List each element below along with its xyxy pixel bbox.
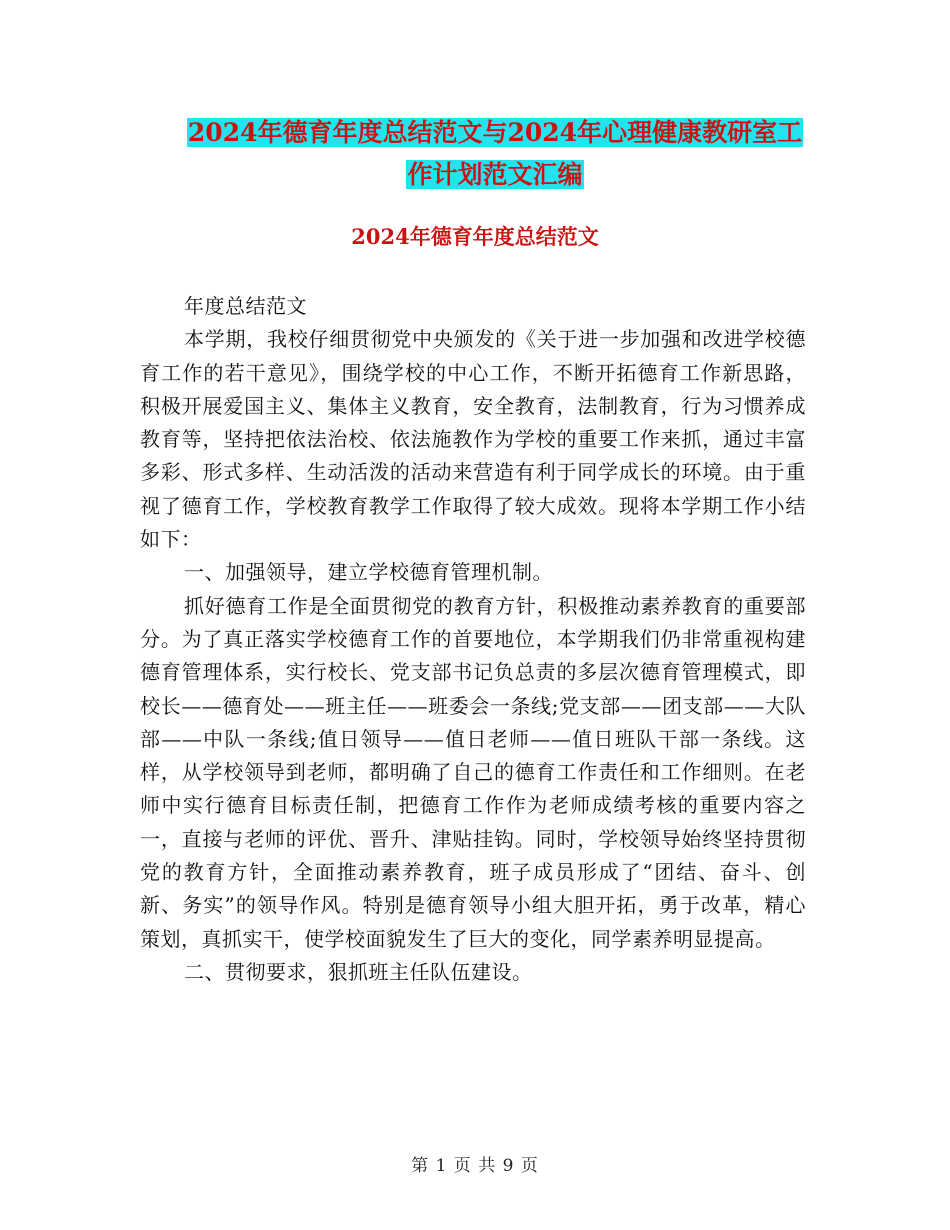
document-title-line1: 2024年德育年度总结范文与2024年心理健康教研室工 bbox=[187, 118, 803, 147]
paragraph-intro: 本学期，我校仔细贯彻党中央颁发的《关于进一步加强和改进学校德育工作的若干意见》，围绕学校的中心工作，不断开拓德育工作新思路，积极开展爱国主义、集体主义教育，安全教育，法制教育，行为习惯养成教育等，坚持把依法治校、依法施教作为学校的重要工作来抓，通过丰富多彩、形式多样、生动活泼的活动来营造有利于同学成长的环境。由于重视了德育工作，学校教育教学工作取得了较大成效。现将本学期工作小结如下： bbox=[140, 327, 806, 552]
document-title-line2: 作计划范文汇编 bbox=[407, 160, 583, 189]
document-title bbox=[140, 112, 850, 196]
paragraph-section-one-body: 抓好德育工作是全面贯彻党的教育方针，积极推动素养教育的重要部分。为了真正落实学校德育工作的首要地位，本学期我们仍非常重视构建德育管理体系，实行校长、党支部书记负总责的多层次德育管理模式，即校长——德育处——班主任——班委会一条线;党支部——团支部——大队部——中队一条线;值日领导——值日老师——值日班队干部一条线。这样，从学校领导到老师，都明确了自己的德育工作责任和工作细则。在老师中实行德育目标责任制，把德育工作作为老师成绩考核的重要内容之一，直接与老师的评优、晋升、津贴挂钩。同时，学校领导始终坚持贯彻党的教育方针，全面推动素养教育，班子成员形成了“团结、奋斗、创新、务实”的领导作风。特别是德育领导小组大胆开拓，勇于改革，精心策划，真抓实干，使学校面貌发生了巨大的变化，同学素养明显提高。 bbox=[140, 593, 806, 951]
document-body bbox=[140, 290, 806, 989]
paragraph-section-one-heading: 一、加强领导，建立学校德育管理机制。 bbox=[184, 560, 553, 585]
page-indicator: 第 1 页 共 9 页 bbox=[411, 1156, 539, 1176]
paragraph-heading: 年度总结范文 bbox=[184, 294, 307, 318]
paragraph-section-two-heading: 二、贯彻要求，狠抓班主任队伍建设。 bbox=[184, 959, 533, 984]
section-title: 2024年德育年度总结范文 bbox=[351, 224, 599, 249]
